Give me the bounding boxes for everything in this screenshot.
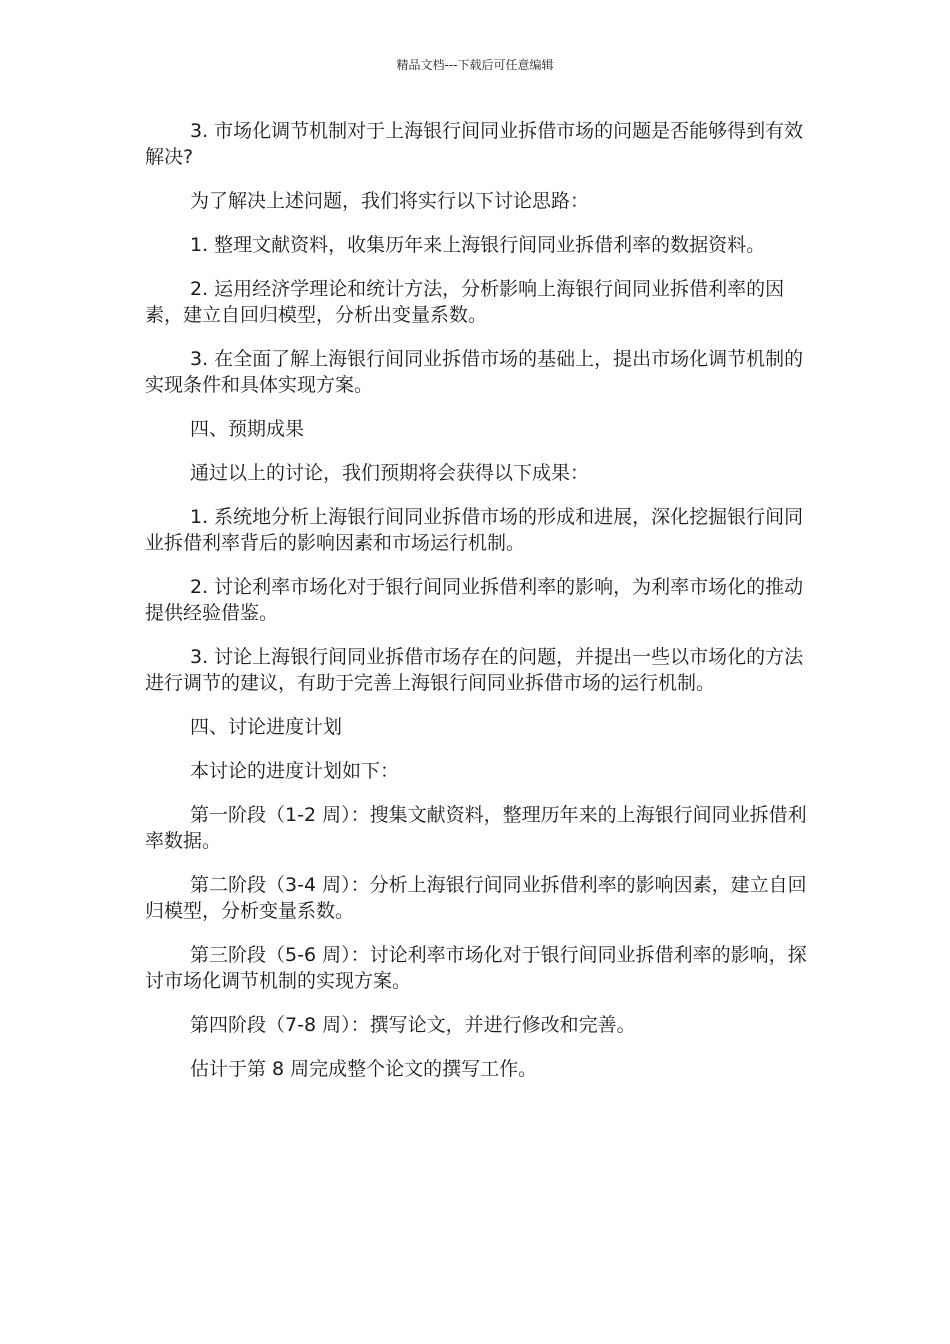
paragraph-completion-estimate: 估计于第 8 周完成整个论文的撰写工作。 bbox=[190, 1058, 538, 1080]
paragraph-approach-2: 2. 运用经济学理论和统计方法，分析影响上海银行间同业拆借利率的因素，建立自回归模型，分析出变量系数。 bbox=[145, 278, 785, 326]
document-body bbox=[145, 118, 807, 1100]
paragraph-stage-2: 第二阶段（3-4 周）：分析上海银行间同业拆借利率的影响因素，建立自回归模型，分析变量系数。 bbox=[145, 874, 807, 922]
paragraph-approach-3: 3. 在全面了解上海银行间同业拆借市场的基础上，提出市场化调节机制的实现条件和具体实现方案。 bbox=[145, 348, 804, 396]
page-header: 精品文档---下载后可任意编辑 bbox=[396, 58, 554, 72]
paragraph-result-3: 3. 讨论上海银行间同业拆借市场存在的问题，并提出一些以市场化的方法进行调节的建议，有助于完善上海银行间同业拆借市场的运行机制。 bbox=[145, 646, 804, 694]
paragraph-result-2: 2. 讨论利率市场化对于银行间同业拆借利率的影响，为利率市场化的推动提供经验借鉴。 bbox=[145, 576, 804, 624]
paragraph-stage-1: 第一阶段（1-2 周）：搜集文献资料，整理历年来的上海银行间同业拆借利率数据。 bbox=[145, 804, 807, 852]
paragraph-result-1: 1. 系统地分析上海银行间同业拆借市场的形成和进展，深化挖掘银行间同业拆借利率背后的影响因素和市场运行机制。 bbox=[145, 506, 804, 554]
paragraph-schedule-intro: 本讨论的进度计划如下： bbox=[190, 760, 400, 782]
paragraph-stage-4: 第四阶段（7-8 周）：撰写论文，并进行修改和完善。 bbox=[190, 1014, 636, 1036]
section-heading-expected-results: 四、预期成果 bbox=[190, 418, 305, 440]
paragraph-stage-3: 第三阶段（5-6 周）：讨论利率市场化对于银行间同业拆借利率的影响，探讨市场化调节机制的实现方案。 bbox=[145, 944, 807, 992]
paragraph-approach-intro: 为了解决上述问题，我们将实行以下讨论思路： bbox=[190, 190, 590, 212]
paragraph-results-intro: 通过以上的讨论，我们预期将会获得以下成果： bbox=[190, 462, 590, 484]
paragraph-question-3: 3. 市场化调节机制对于上海银行间同业拆借市场的问题是否能够得到有效解决? bbox=[145, 120, 804, 168]
section-heading-schedule: 四、讨论进度计划 bbox=[190, 716, 343, 738]
paragraph-approach-1: 1. 整理文献资料，收集历年来上海银行间同业拆借利率的数据资料。 bbox=[190, 234, 766, 256]
